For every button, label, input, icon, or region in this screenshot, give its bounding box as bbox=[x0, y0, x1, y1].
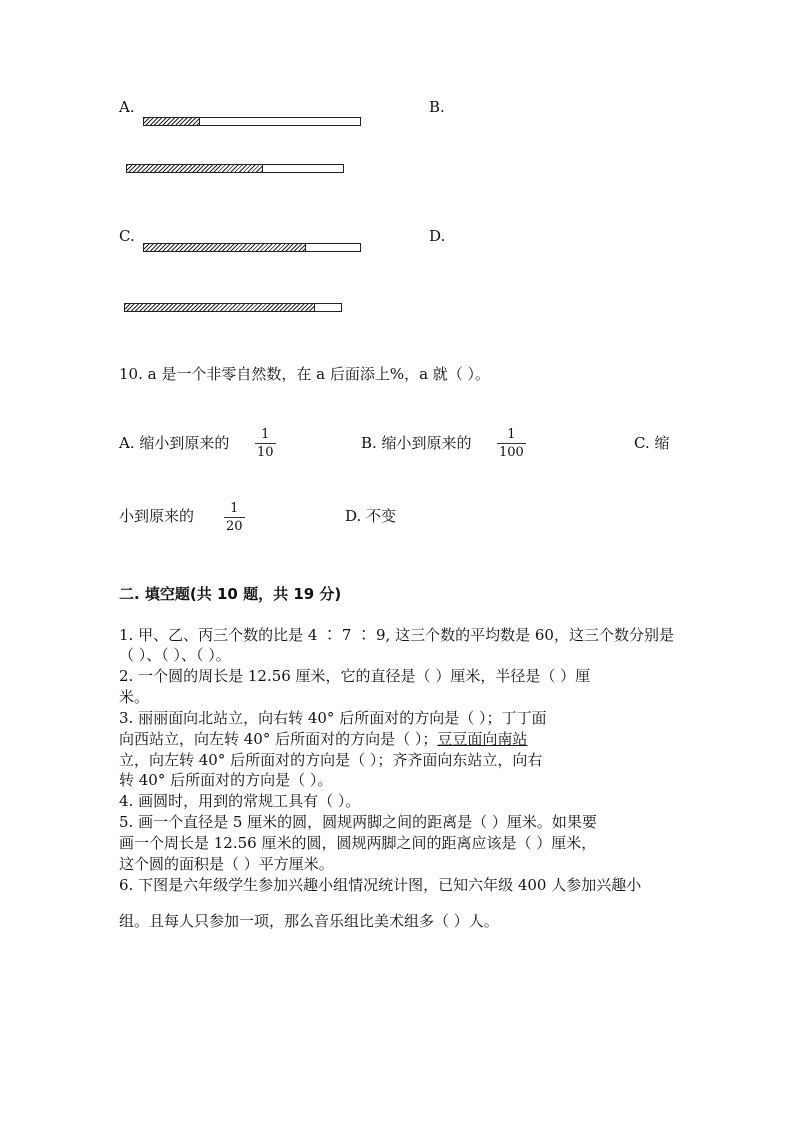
fraction-numerator: 1 bbox=[507, 427, 516, 442]
fraction-numerator: 1 bbox=[230, 501, 239, 516]
q3-line4: 转 40° 后所面对的方向是（ ）。 bbox=[119, 771, 333, 789]
q10-option-b: B. 缩小到原来的 bbox=[361, 434, 472, 452]
q3-line2 bbox=[119, 730, 527, 748]
q10-option-c-start: C. 缩 bbox=[634, 434, 670, 452]
option-d-bar bbox=[124, 303, 342, 312]
option-a-bar-fill bbox=[144, 118, 200, 125]
q10-stem: 10. a 是一个非零自然数，在 a 后面添上%，a 就（ ）。 bbox=[119, 365, 491, 383]
q5-line3: 这个圆的面积是（ ）平方厘米。 bbox=[119, 855, 334, 873]
q2-line2: 米。 bbox=[119, 688, 150, 706]
q5-line2: 画一个周长是 12.56 厘米的圆，圆规两脚之间的距离应该是（ ）厘米， bbox=[119, 834, 597, 852]
q5-line1: 5. 画一个直径是 5 厘米的圆，圆规两脚之间的距离是（ ）厘米。如果要 bbox=[119, 813, 597, 831]
q4-line1: 4. 画圆时，用到的常规工具有（ ）。 bbox=[119, 792, 361, 810]
q1-line1: 1. 甲、乙、丙三个数的比是 4 ∶ 7 ∶ 9, 这三个数的平均数是 60，这三个数分别是 bbox=[119, 626, 674, 644]
q10-option-d: D. 不变 bbox=[345, 507, 397, 525]
option-c-bar bbox=[143, 243, 361, 252]
fraction-denominator: 20 bbox=[226, 519, 243, 534]
q10-option-a: A. 缩小到原来的 bbox=[119, 434, 230, 452]
q10-option-c-fraction bbox=[224, 502, 245, 533]
q3-line3: 立，向左转 40° 后所面对的方向是（ ）；齐齐面向东站立，向右 bbox=[119, 751, 543, 769]
option-b-bar bbox=[126, 164, 344, 173]
option-b-label: B. bbox=[429, 98, 445, 116]
q3-line2-a: 向西站立，向左转 40° 后所面对的方向是（ ）； bbox=[119, 730, 438, 748]
q1-line2: （ ）、（ ）、（ ）。 bbox=[119, 646, 231, 664]
option-a-bar bbox=[143, 117, 361, 126]
option-d-bar-fill bbox=[125, 304, 315, 311]
fraction-numerator: 1 bbox=[261, 427, 270, 442]
option-c-bar-fill bbox=[144, 244, 306, 251]
q10-option-c-cont: 小到原来的 bbox=[119, 507, 195, 525]
q6-line1: 6. 下图是六年级学生参加兴趣小组情况统计图，已知六年级 400 人参加兴趣小 bbox=[119, 876, 642, 894]
q6-line2: 组。且每人只参加一项，那么音乐组比美术组多（ ）人。 bbox=[119, 912, 499, 930]
option-c-label: C. bbox=[119, 227, 135, 245]
fraction-denominator: 10 bbox=[257, 445, 274, 460]
q10-option-b-fraction bbox=[497, 428, 526, 459]
q10-option-a-fraction bbox=[255, 428, 276, 459]
q3-line2-b: 豆豆面向南站 bbox=[437, 730, 528, 748]
option-b-bar-fill bbox=[127, 165, 263, 172]
option-d-label: D. bbox=[429, 227, 446, 245]
fraction-denominator: 100 bbox=[499, 445, 524, 460]
option-a-label: A. bbox=[119, 98, 135, 116]
q3-line1: 3. 丽丽面向北站立，向右转 40° 后所面对的方向是（ ）；丁丁面 bbox=[119, 709, 547, 727]
section-title: 二. 填空题(共 10 题，共 19 分) bbox=[119, 585, 342, 603]
q2-line1: 2. 一个圆的周长是 12.56 厘米，它的直径是（ ）厘米，半径是（ ）厘 bbox=[119, 667, 591, 685]
